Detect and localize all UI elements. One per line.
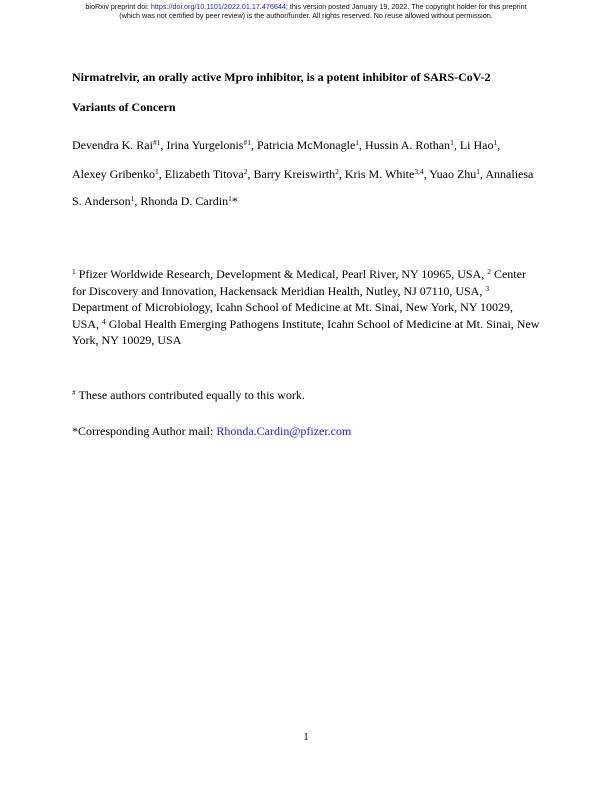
author-affiliation: 3,4 bbox=[414, 167, 424, 176]
author-affiliation: 2 bbox=[243, 167, 248, 176]
author-affiliation: #1 bbox=[152, 138, 161, 147]
affiliation-line-1: $^1$ Pfizer Worldwide Research, Development & Medical, Pearl River, NY 10965, USA, $^2$ Center bbox=[72, 267, 526, 281]
author-affiliation: 1 bbox=[355, 138, 360, 147]
author-affiliation: 1 bbox=[228, 194, 232, 203]
author-affiliation: 1 bbox=[476, 167, 481, 176]
author-affiliation: 1 bbox=[154, 167, 159, 176]
author-name: Annaliesa bbox=[485, 167, 534, 181]
header-line-2: (which was not certified by peer review) is the author/funder. All rights reserved. No reuse allowed without permission. bbox=[119, 10, 493, 20]
affiliation-line-4: USA, $^4$ Global Health Emerging Pathogens Institute, Icahn School of Medicine at Mt. Sinai, New bbox=[72, 316, 540, 331]
affiliation-line-3: Department of Microbiology, Icahn School of Medicine at Mt. Sinai, New York, NY 10029, bbox=[72, 300, 514, 315]
author-line-2: Alexey Gribenko$^1$, Elizabeth Titova$^2$, Barry Kreiswirth$^2$, Kris M. White$^{3,4}$, Yuao Zhu$^1$, Annaliesa bbox=[72, 167, 534, 181]
author-name: Barry Kreiswirth bbox=[253, 167, 336, 181]
affiliations bbox=[72, 266, 547, 349]
corresponding-author-note: *Corresponding Author mail: Rhonda.Cardin@pfizer.com bbox=[72, 424, 352, 438]
author-affiliation: 1 bbox=[493, 138, 498, 147]
author-affiliation: #1 bbox=[243, 138, 251, 147]
author-name: Yuao Zhu bbox=[429, 167, 477, 181]
author-name: Li Hao bbox=[459, 138, 494, 152]
author-affiliation: 1 bbox=[450, 138, 454, 147]
doi-link[interactable]: https://doi.org/10.1101/2022.01.17.476644 bbox=[150, 2, 286, 11]
author-name: Irina Yurgelonis bbox=[166, 138, 244, 152]
author-affiliation: 1 bbox=[130, 194, 135, 203]
author-affiliation: 2 bbox=[335, 167, 339, 176]
author-name: Alexey Gribenko bbox=[72, 167, 155, 181]
paper-title-line-1: Nirmatrelvir, an orally active Mpro inhibitor, is a potent inhibitor of SARS-CoV-2 bbox=[72, 70, 491, 84]
paper-title-line-2: Variants of Concern bbox=[72, 100, 176, 114]
corresponding-email-link[interactable]: Rhonda.Cardin@pfizer.com bbox=[216, 424, 352, 438]
author-name: Elizabeth Titova bbox=[164, 167, 244, 181]
affiliation-line-2: for Discovery and Innovation, Hackensack Meridian Health, Nutley, NJ 07110, USA, $^3$ bbox=[72, 283, 490, 298]
author-name: S. Anderson bbox=[72, 194, 131, 208]
author-name: Patricia McMonagle bbox=[256, 138, 356, 152]
equal-contribution-note: # These authors contributed equally to this work. bbox=[72, 388, 305, 402]
author-name: Kris M. White bbox=[344, 167, 415, 181]
header-line-1: bioRxiv preprint doi: https://doi.org/10.1101/2022.01.17.476644; this version posted January 19, 2022. The copyright holder for this preprint bbox=[85, 2, 527, 11]
affiliation-line-5: York, NY 10029, USA bbox=[72, 333, 182, 348]
author-name: Rhonda D. Cardin bbox=[140, 194, 229, 208]
author-name: Devendra K. Rai bbox=[72, 138, 153, 152]
preprint-header bbox=[0, 3, 612, 20]
author-name: Hussin A. Rothan bbox=[365, 138, 451, 152]
author-line-3: S. Anderson$^1$, Rhonda D. Cardin$^1$* bbox=[72, 194, 238, 208]
page-number: 1 bbox=[303, 731, 309, 743]
author-line-1: Devendra K. Rai$^{\#1}$, Irina Yurgelonis$^{\#1}$, Patricia McMonagle$^1$, Hussin A. Rothan$^1$, Li Hao$^1$, bbox=[72, 138, 501, 152]
